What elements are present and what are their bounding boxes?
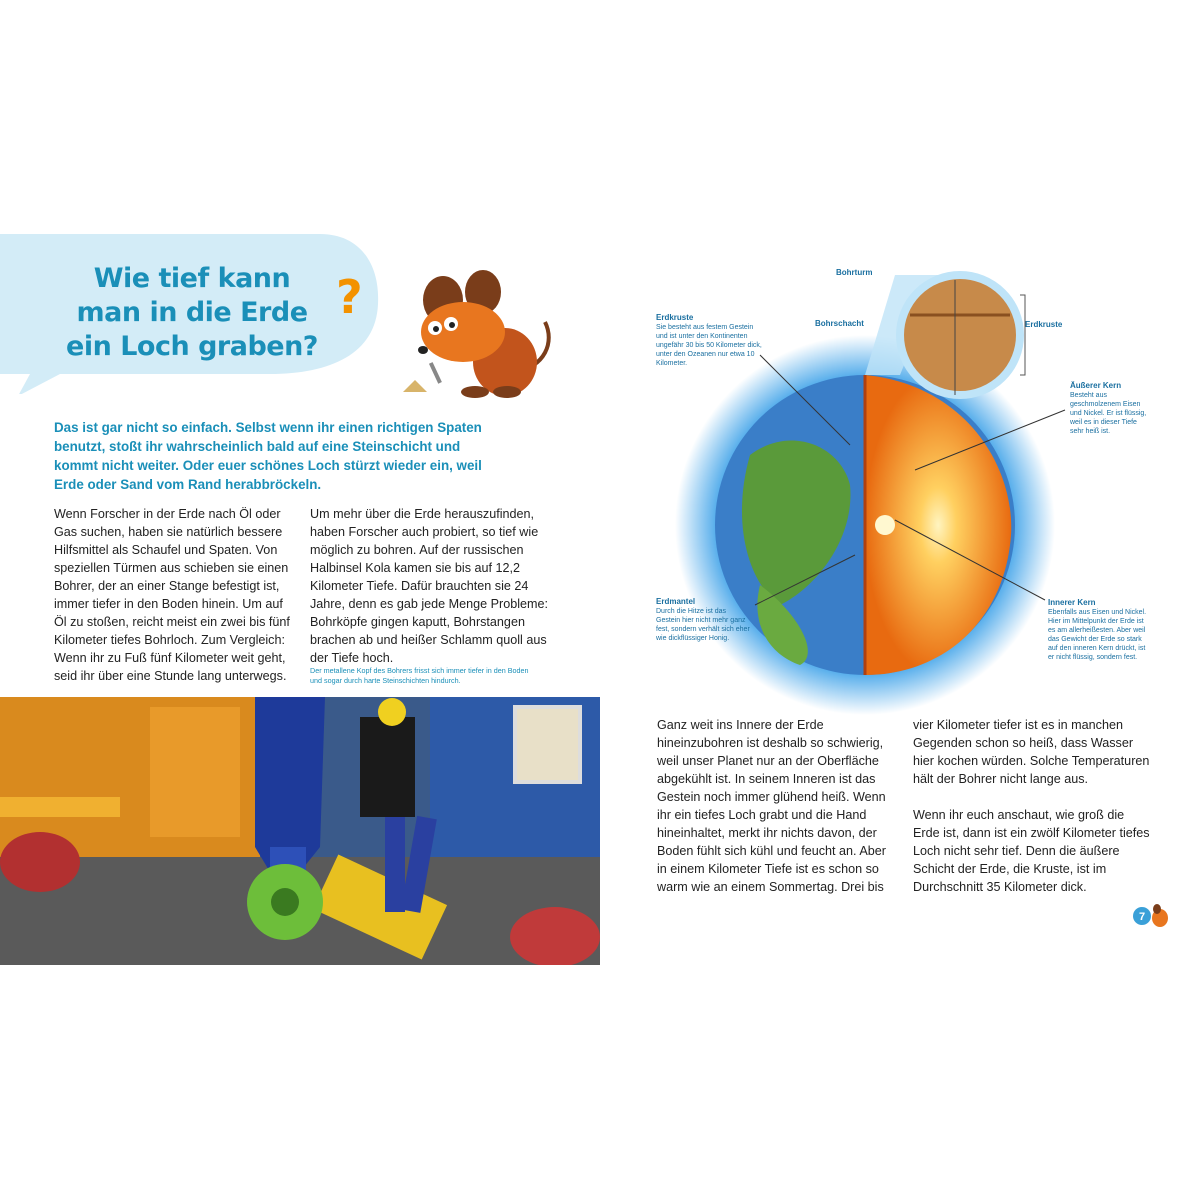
paragraph: Um mehr über die Erde herauszufinden, haben Forscher auch probiert, so tief wie möglich zu bohren. Auf der russischen Halbinsel Kola kamen sie bis auf 12,2 Kilometer Tiefe. Dafür brauchten sie 24 Jahre, denn es gab jede Menge Probleme: Bohrköpfe gingen kaputt, Bohrstangen brachen ab und heißer Schlamm quoll aus der Tiefe hoch.: [310, 507, 549, 665]
label-title: Erdmantel: [656, 597, 696, 606]
label-erdkruste-bracket: Erdkruste: [1025, 320, 1063, 329]
label-erdkruste: [656, 313, 766, 368]
label-title: Äußerer Kern: [1070, 381, 1122, 390]
intro-text: Das ist gar nicht so einfach. Selbst wenn ihr einen richtigen Spaten benutzt, stoßt ihr wahrscheinlich bald auf eine Steinschicht und kommt nicht weiter. Oder euer schönes Loch stürzt wieder ein, weil Erde oder Sand vom Rand herabbröckeln.: [54, 420, 482, 492]
page-number: 7: [1138, 911, 1146, 923]
question-mark: ?: [336, 270, 363, 324]
title-line: Wie tief kann: [93, 263, 291, 294]
label-text: Ebenfalls aus Eisen und Nickel. Hier im Mittelpunkt der Erde ist es am allerheißesten. Aber weil das Gewicht der Erde so stark auf den inneren Kern drückt, ist er nicht flüssig, sondern fest.: [1048, 609, 1147, 661]
label-text: Besteht aus geschmolzenem Eisen und Nickel. Er ist flüssig, weil es in dieser Tiefe sehr heiß ist.: [1070, 392, 1147, 435]
label-bohrturm: Bohrturm: [836, 268, 873, 277]
drilling-photo: [0, 697, 600, 965]
page-number-badge: [1132, 902, 1172, 932]
paragraph: Ganz weit ins Innere der Erde hineinzubohren ist deshalb so schwierig, weil unser Planet nur an der Oberfläche abgekühlt ist. In seinem Inneren ist das Gestein noch immer glühend heiß. Wenn ihr ein tiefes Loch grabt und die Hand hineinhaltet, merkt ihr nichts davon, der Boden fühlt sich kühl und feucht an. Aber in einem Kilometer Tiefe ist es schon so warm wie an einem Sommertag. Drei bis: [657, 718, 886, 894]
body-text-col3: [657, 716, 897, 896]
label-erdmantel: [656, 597, 751, 643]
label-title: Innerer Kern: [1048, 598, 1096, 607]
paragraph: Wenn ihr euch anschaut, wie groß die Erde ist, dann ist ein zwölf Kilometer tiefes Loch nicht sehr tief. Denn die äußere Schicht der Erde, die Kruste, ist im Durchschnitt 35 Kilometer dick.: [913, 808, 1150, 894]
paragraph: Wenn Forscher in der Erde nach Öl oder Gas suchen, haben sie natürlich bessere Hilfsmittel als Schaufel und Spaten. Von speziellen Türmen aus schieben sie einen Bohrer, der an einer Stange befestigt ist, immer tiefer in den Boden hinein. Um auf Öl zu stoßen, reicht meist ein zwei bis fünf Kilometer tiefes Bohrloch. Zum Vergleich: Wenn ihr zu Fuß fünf Kilometer weit geht, seid ihr über eine Stunde lang unterwegs.: [54, 507, 290, 683]
label-aeusserer-kern: [1070, 381, 1150, 436]
body-text-col2: [310, 505, 550, 667]
label-innerer-kern: [1048, 598, 1148, 662]
photo-caption: Der metallene Kopf des Bohrers frisst sich immer tiefer in den Boden und sogar durch harte Steinschichten hindurch.: [310, 666, 529, 685]
page-title: [62, 262, 322, 364]
mouse-illustration: [395, 262, 565, 402]
title-line: ein Loch graben?: [66, 331, 318, 362]
paragraph: vier Kilometer tiefer ist es in manchen Gegenden schon so heiß, dass Wasser hier kochen würden. Solche Temperaturen hält der Bohrer nicht lange aus.: [913, 718, 1150, 786]
label-bohrschacht: Bohrschacht: [815, 319, 864, 328]
label-text: Sie besteht aus festem Gestein und ist unter den Kontinenten ungefähr 30 bis 50 Kilometer dick, unter den Ozeanen nur etwa 10 Kilometer.: [656, 324, 762, 367]
body-text-col1: [54, 505, 294, 685]
label-text: Durch die Hitze ist das Gestein hier nicht mehr ganz fest, sondern verhält sich eher wie dickflüssiger Honig.: [656, 608, 750, 642]
label-title: Erdkruste: [656, 313, 694, 322]
title-line: man in die Erde: [76, 297, 308, 328]
body-text-col4: [913, 716, 1153, 896]
